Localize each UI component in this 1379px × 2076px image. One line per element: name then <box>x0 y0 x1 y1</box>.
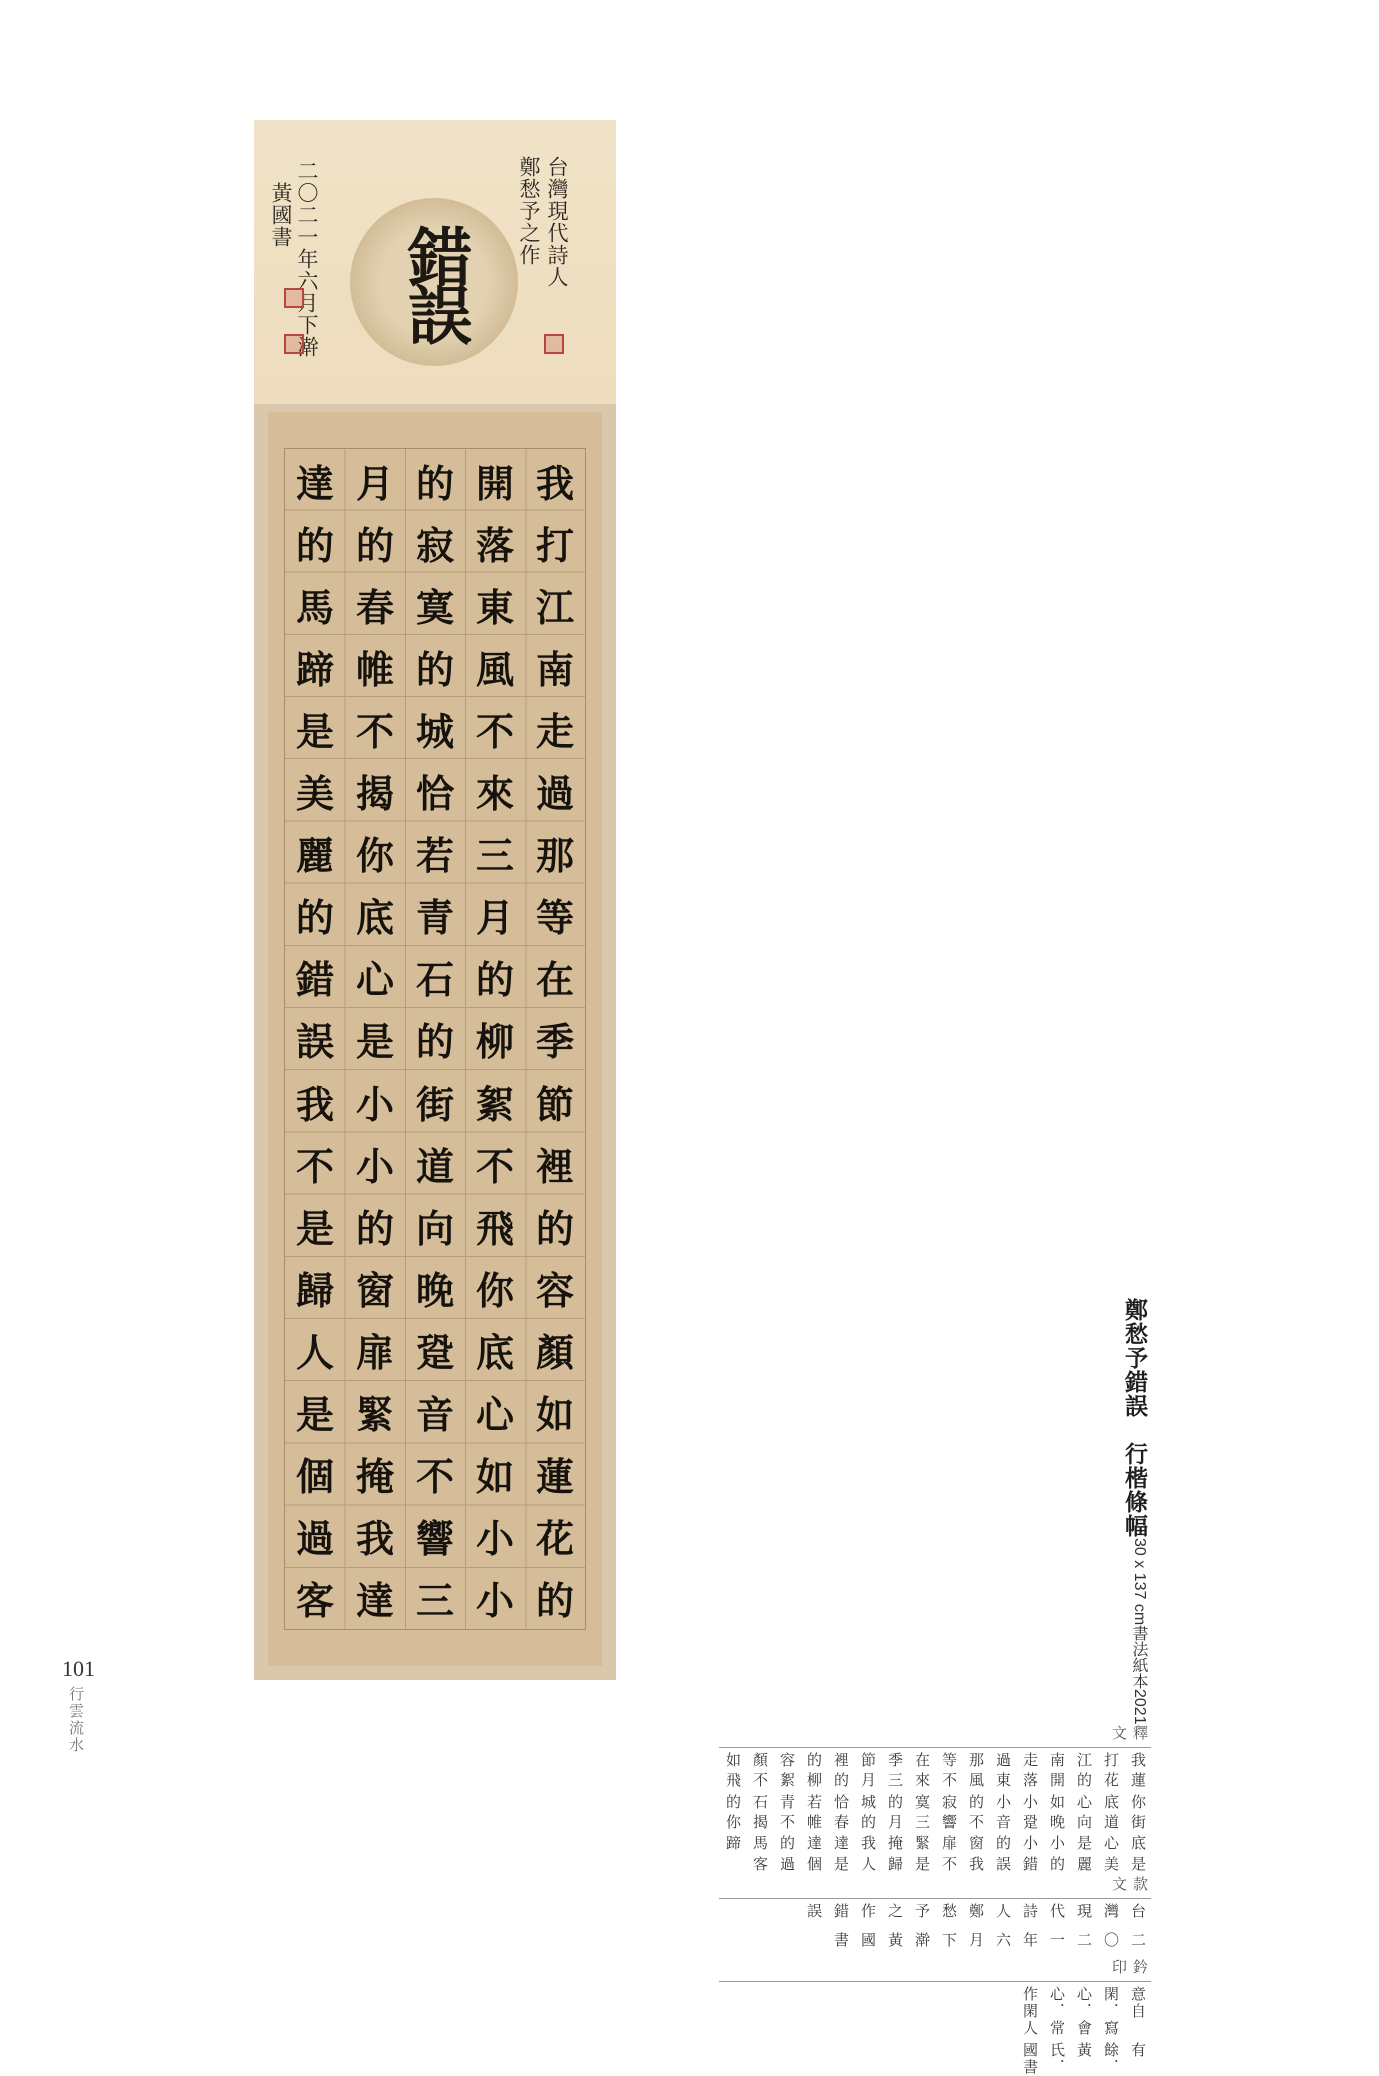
grid-character: 不 <box>475 1143 514 1189</box>
grid-character: 我 <box>295 1081 334 1127</box>
grid-character: 顏 <box>535 1330 574 1376</box>
grid-character: 三 <box>475 833 514 879</box>
grid-character: 如 <box>475 1454 514 1500</box>
grid-character: 絮 <box>475 1081 514 1127</box>
grid-character: 心 <box>475 1392 514 1438</box>
grid-character: 達 <box>355 1578 394 1624</box>
grid-character: 向 <box>415 1205 454 1251</box>
grid-character: 客 <box>295 1578 334 1624</box>
grid-character: 我 <box>355 1516 394 1562</box>
grid-character: 過 <box>295 1516 334 1562</box>
title-char-2: 誤 <box>397 282 472 340</box>
seal-mark <box>284 288 304 308</box>
running-head: 行雲流水 <box>67 1686 85 1754</box>
grid-character: 的 <box>295 895 334 941</box>
grid-character: 你 <box>475 1267 514 1313</box>
shiwen-line: 蓮花的開落東風不來 三月的柳絮不飛 <box>724 1772 1147 1790</box>
shiwen-line: 是美麗的錯誤我不是歸人 是個過客 <box>751 1855 1147 1873</box>
grid-character: 帷 <box>355 646 394 692</box>
grid-character: 是 <box>295 1205 334 1251</box>
grid-character: 心 <box>355 957 394 1003</box>
title-char-1: 錯 <box>397 224 472 282</box>
shiwen-line: 底心是小小的窗扉緊掩我達達的馬蹄 <box>724 1835 1147 1853</box>
qianyin-label: 鈐印 <box>719 1959 1151 1982</box>
grid-character: 那 <box>535 833 574 879</box>
grid-character: 若 <box>415 833 454 879</box>
grid-character: 個 <box>295 1454 334 1500</box>
grid-character: 的 <box>295 522 334 568</box>
grid-character: 來 <box>475 771 514 817</box>
character-grid <box>284 448 586 1630</box>
grid-character: 小 <box>475 1578 514 1624</box>
artwork-title: 鄭愁予錯誤 行楷條幅 <box>1121 1298 1148 1538</box>
inscription-left-col2: 黃國書 <box>269 182 293 248</box>
seal-mark <box>284 334 304 354</box>
grid-character: 不 <box>475 708 514 754</box>
grid-character: 不 <box>415 1454 454 1500</box>
grid-character: 錯 <box>295 957 334 1003</box>
grid-character: 蓮 <box>535 1454 574 1500</box>
calligraphy-scroll <box>254 120 616 1680</box>
grid-character: 柳 <box>475 1019 514 1065</box>
grid-character: 南 <box>535 646 574 692</box>
shiwen-line: 我打江南走過那等在季節裡的容顏如 <box>724 1751 1147 1769</box>
grid-character: 的 <box>535 1205 574 1251</box>
scroll-heading-panel <box>254 120 616 404</box>
qianyin-section <box>719 1959 1151 2076</box>
grid-character: 節 <box>535 1081 574 1127</box>
grid-character: 美 <box>295 771 334 817</box>
qianyin-line: 意自閑．寫心．會心．常作閑人 <box>1021 1985 1147 2037</box>
artwork-size: 30 x 137 cm <box>1131 1538 1148 1626</box>
artwork-medium: 書法紙本 <box>1130 1625 1149 1690</box>
grid-character: 東 <box>475 584 514 630</box>
grid-character: 季 <box>535 1019 574 1065</box>
grid-character: 落 <box>475 522 514 568</box>
grid-character: 是 <box>295 1392 334 1438</box>
inscription-left-col1: 二〇二一年六月下澣 <box>295 160 319 358</box>
grid-character: 揭 <box>355 771 394 817</box>
shiwen-section <box>719 1725 1151 1876</box>
grid-character: 寞 <box>415 584 454 630</box>
grid-character: 花 <box>535 1516 574 1562</box>
grid-character: 蹄 <box>295 646 334 692</box>
inscription-right-col1: 台灣現代詩人 <box>545 156 569 288</box>
kuanwen-line: 二〇二一年六月下澣 黃國書 <box>832 1931 1147 1949</box>
grid-character: 三 <box>415 1578 454 1624</box>
grid-character: 晚 <box>415 1267 454 1313</box>
grid-character: 月 <box>355 460 394 506</box>
shiwen-label: 釋文 <box>719 1725 1151 1748</box>
grid-character: 青 <box>415 895 454 941</box>
grid-character: 過 <box>535 771 574 817</box>
grid-character: 馬 <box>295 584 334 630</box>
grid-character: 掩 <box>355 1454 394 1500</box>
grid-character: 春 <box>355 584 394 630</box>
grid-character: 的 <box>355 522 394 568</box>
grid-character: 麗 <box>295 833 334 879</box>
grid-character: 人 <box>295 1330 334 1376</box>
grid-character: 誤 <box>295 1019 334 1065</box>
grid-character: 小 <box>355 1143 394 1189</box>
grid-character: 我 <box>535 460 574 506</box>
grid-character: 飛 <box>475 1205 514 1251</box>
grid-character: 歸 <box>295 1267 334 1313</box>
grid-character: 的 <box>415 1019 454 1065</box>
grid-character: 緊 <box>355 1392 394 1438</box>
grid-character: 小 <box>355 1081 394 1127</box>
grid-character: 走 <box>535 708 574 754</box>
grid-character: 容 <box>535 1267 574 1313</box>
grid-character: 寂 <box>415 522 454 568</box>
grid-character: 江 <box>535 584 574 630</box>
grid-character: 達 <box>295 460 334 506</box>
grid-character: 小 <box>475 1516 514 1562</box>
grid-character: 恰 <box>415 771 454 817</box>
artwork-year: 2021 <box>1131 1689 1148 1725</box>
seal-mark <box>544 334 564 354</box>
grid-character: 的 <box>415 460 454 506</box>
grid-character: 底 <box>355 895 394 941</box>
qianyin-line: 有餘．黃氏．國書 <box>1021 2041 1147 2076</box>
kuanwen-section <box>719 1876 1151 1959</box>
grid-character: 窗 <box>355 1267 394 1313</box>
text-mount <box>268 412 602 1666</box>
grid-character: 的 <box>355 1205 394 1251</box>
title-characters <box>350 198 518 366</box>
grid-character: 如 <box>535 1392 574 1438</box>
grid-character: 等 <box>535 895 574 941</box>
shiwen-line: 你底心如小小的寂寞的城恰若青石的 <box>724 1793 1147 1811</box>
inscription-right-col2: 鄭愁予之作 <box>517 156 541 266</box>
grid-character: 月 <box>475 895 514 941</box>
grid-character: 是 <box>355 1019 394 1065</box>
grid-character: 打 <box>535 522 574 568</box>
grid-character: 裡 <box>535 1143 574 1189</box>
grid-character: 底 <box>475 1330 514 1376</box>
grid-character: 道 <box>415 1143 454 1189</box>
grid-character: 街 <box>415 1081 454 1127</box>
grid-character: 跫 <box>415 1330 454 1376</box>
grid-character: 你 <box>355 833 394 879</box>
title-roundel <box>350 198 518 366</box>
grid-character: 不 <box>355 708 394 754</box>
grid-character: 扉 <box>355 1330 394 1376</box>
grid-character: 城 <box>415 708 454 754</box>
grid-character: 是 <box>295 708 334 754</box>
grid-character: 響 <box>415 1516 454 1562</box>
kuanwen-line: 台灣現代詩人鄭愁予之作 錯誤 <box>805 1902 1147 1920</box>
shiwen-line: 街道向晚跫音不響 三月的春帷不揭你 <box>724 1814 1147 1832</box>
artwork-caption <box>709 1298 1151 2076</box>
grid-character: 開 <box>475 460 514 506</box>
grid-character: 的 <box>535 1578 574 1624</box>
grid-character: 石 <box>415 957 454 1003</box>
grid-character: 的 <box>415 646 454 692</box>
kuanwen-label: 款文 <box>719 1876 1151 1899</box>
grid-character: 的 <box>475 957 514 1003</box>
grid-character: 風 <box>475 646 514 692</box>
grid-character: 在 <box>535 957 574 1003</box>
page-number: 101 <box>62 1656 95 1681</box>
grid-character: 音 <box>415 1392 454 1438</box>
grid-character: 不 <box>295 1143 334 1189</box>
